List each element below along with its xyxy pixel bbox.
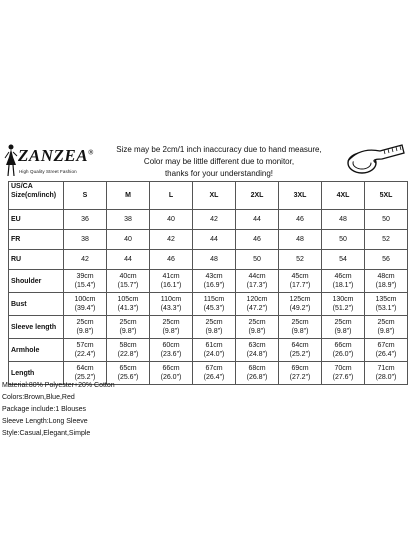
inch-value: (43.3")	[160, 305, 182, 312]
cm-value: 58cm	[119, 342, 137, 349]
detail-material: Material:80% Polyester+20% Cotton	[2, 382, 115, 389]
table-cell	[107, 316, 150, 339]
table-cell: 44	[236, 210, 279, 230]
table-cell: 46	[236, 230, 279, 250]
table-row	[9, 316, 408, 339]
size-header-cell: 5XL	[365, 182, 408, 210]
inch-value: (26.4")	[203, 374, 225, 381]
cm-value: 61cm	[205, 342, 223, 349]
inch-value: (9.8")	[119, 328, 137, 335]
detail-style: Style:Casual,Elegant,Simple	[2, 430, 91, 437]
inch-value: (9.8")	[291, 328, 309, 335]
inch-value: (25.2")	[74, 374, 96, 381]
notice-line: Size may be 2cm/1 inch inaccuracy due to hand measure,	[116, 145, 322, 154]
brand-name: ZANZEA®	[18, 146, 94, 165]
cm-value: 25cm	[205, 319, 223, 326]
table-cell: 38	[107, 210, 150, 230]
table-row	[9, 293, 408, 316]
cm-value: 48cm	[377, 273, 395, 280]
table-cell	[279, 362, 322, 385]
table-row	[9, 270, 408, 293]
measuring-tape-icon	[340, 139, 406, 179]
table-cell: 36	[64, 210, 107, 230]
table-cell	[107, 270, 150, 293]
cm-value: 105cm	[117, 296, 139, 303]
table-cell: 42	[64, 250, 107, 270]
table-cell	[107, 293, 150, 316]
inch-value: (9.8")	[205, 328, 223, 335]
inch-value: (16.1")	[160, 282, 182, 289]
header	[0, 133, 416, 183]
cm-value: 25cm	[119, 319, 137, 326]
table-cell	[150, 362, 193, 385]
table-cell: 54	[322, 250, 365, 270]
cm-value: 57cm	[76, 342, 94, 349]
size-header-cell: 2XL	[236, 182, 279, 210]
inch-value: (9.8")	[248, 328, 266, 335]
table-cell	[107, 339, 150, 362]
table-cell	[150, 339, 193, 362]
inch-value: (25.2")	[289, 351, 311, 358]
inch-value: (18.9")	[375, 282, 397, 289]
table-row	[9, 339, 408, 362]
inch-value: (24.0")	[203, 351, 225, 358]
table-cell	[322, 316, 365, 339]
cm-value: 68cm	[248, 365, 266, 372]
detail-sleeve-length: Sleeve Length:Long Sleeve	[2, 418, 88, 425]
table-cell: 40	[107, 230, 150, 250]
inch-value: (22.4")	[74, 351, 96, 358]
inch-value: (22.8")	[117, 351, 139, 358]
inch-value: (23.6")	[160, 351, 182, 358]
table-cell: 50	[365, 210, 408, 230]
cm-value: 64cm	[76, 365, 94, 372]
table-cell	[64, 293, 107, 316]
table-cell	[236, 362, 279, 385]
row-label: Armhole	[9, 339, 64, 362]
row-label: Length	[9, 362, 64, 385]
size-header-cell: S	[64, 182, 107, 210]
inch-value: (24.8")	[246, 351, 268, 358]
cm-value: 41cm	[162, 273, 180, 280]
size-header-cell: 3XL	[279, 182, 322, 210]
table-cell: 44	[107, 250, 150, 270]
table-cell	[365, 316, 408, 339]
table-cell	[236, 339, 279, 362]
cm-value: 110cm	[160, 296, 182, 303]
table-cell	[193, 362, 236, 385]
table-cell	[322, 362, 365, 385]
inch-value: (27.2")	[289, 374, 311, 381]
brand-tagline: High Quality Street Fashion	[19, 169, 77, 174]
notice-line: Color may be little different due to monitor,	[143, 157, 295, 166]
row-label: EU	[9, 210, 64, 230]
table-cell: 40	[150, 210, 193, 230]
notice-line: thanks for your understanding!	[164, 169, 274, 178]
row-label: Shoulder	[9, 270, 64, 293]
cm-value: 25cm	[162, 319, 180, 326]
cm-value: 44cm	[248, 273, 266, 280]
row-label: Bust	[9, 293, 64, 316]
measurement-notice	[104, 144, 334, 180]
table-cell: 42	[193, 210, 236, 230]
cm-value: 25cm	[248, 319, 266, 326]
table-cell: 52	[365, 230, 408, 250]
row-label: RU	[9, 250, 64, 270]
inch-value: (16.9")	[203, 282, 225, 289]
table-cell: 42	[150, 230, 193, 250]
cm-value: 25cm	[76, 319, 94, 326]
table-cell	[64, 316, 107, 339]
cm-value: 70cm	[334, 365, 352, 372]
size-header-cell: 4XL	[322, 182, 365, 210]
table-cell	[365, 293, 408, 316]
table-cell	[193, 316, 236, 339]
inch-value: (9.8")	[377, 328, 395, 335]
table-cell: 48	[193, 250, 236, 270]
cm-value: 71cm	[377, 365, 395, 372]
detail-package: Package include:1 Blouses	[2, 406, 87, 413]
table-cell: 50	[322, 230, 365, 250]
inch-value: (49.2")	[289, 305, 311, 312]
table-cell: 48	[279, 230, 322, 250]
inch-value: (28.0")	[375, 374, 397, 381]
table-cell	[150, 316, 193, 339]
table-cell	[322, 339, 365, 362]
table-cell: 50	[236, 250, 279, 270]
cm-value: 120cm	[246, 296, 268, 303]
inch-value: (15.7")	[117, 282, 139, 289]
cm-value: 135cm	[375, 296, 397, 303]
table-cell: 46	[150, 250, 193, 270]
product-details	[2, 380, 115, 440]
inch-value: (17.7")	[289, 282, 311, 289]
table-row	[9, 210, 408, 230]
cm-value: 115cm	[203, 296, 225, 303]
cm-value: 39cm	[76, 273, 94, 280]
table-cell: 44	[193, 230, 236, 250]
table-cell	[322, 293, 365, 316]
table-cell	[236, 293, 279, 316]
inch-value: (9.8")	[334, 328, 352, 335]
cm-value: 130cm	[332, 296, 354, 303]
cm-value: 69cm	[291, 365, 309, 372]
table-cell	[322, 270, 365, 293]
table-cell: 52	[279, 250, 322, 270]
table-cell	[365, 362, 408, 385]
table-cell	[236, 316, 279, 339]
table-cell: 56	[365, 250, 408, 270]
inch-value: (51.2")	[332, 305, 354, 312]
brand-logo	[2, 143, 97, 177]
cm-value: 60cm	[162, 342, 180, 349]
table-row	[9, 250, 408, 270]
inch-value: (9.8")	[76, 328, 94, 335]
corner-line: US/CA	[11, 183, 33, 190]
row-label: FR	[9, 230, 64, 250]
table-corner-label	[9, 182, 64, 210]
inch-value: (45.3")	[203, 305, 225, 312]
table-cell: 48	[322, 210, 365, 230]
table-cell	[193, 270, 236, 293]
cm-value: 65cm	[119, 365, 137, 372]
cm-value: 67cm	[205, 365, 223, 372]
table-cell: 46	[279, 210, 322, 230]
inch-value: (53.1")	[375, 305, 397, 312]
table-cell	[150, 270, 193, 293]
cm-value: 100cm	[74, 296, 96, 303]
corner-line: Size(cm/inch)	[11, 192, 57, 199]
size-header-row	[9, 182, 408, 210]
inch-value: (39.4")	[74, 305, 96, 312]
cm-value: 25cm	[377, 319, 395, 326]
inch-value: (18.1")	[332, 282, 354, 289]
table-cell	[279, 339, 322, 362]
table-cell	[150, 293, 193, 316]
cm-value: 40cm	[119, 273, 137, 280]
inch-value: (26.4")	[375, 351, 397, 358]
cm-value: 63cm	[248, 342, 266, 349]
table-cell	[193, 339, 236, 362]
inch-value: (17.3")	[246, 282, 268, 289]
inch-value: (47.2")	[246, 305, 268, 312]
inch-value: (26.0")	[160, 374, 182, 381]
table-cell	[365, 270, 408, 293]
size-header-cell: M	[107, 182, 150, 210]
size-header-cell: XL	[193, 182, 236, 210]
cm-value: 43cm	[205, 273, 223, 280]
cm-value: 67cm	[377, 342, 395, 349]
inch-value: (25.6")	[117, 374, 139, 381]
cm-value: 64cm	[291, 342, 309, 349]
cm-value: 25cm	[334, 319, 352, 326]
detail-colors: Colors:Brown,Blue,Red	[2, 394, 75, 401]
inch-value: (15.4")	[74, 282, 96, 289]
table-cell	[64, 270, 107, 293]
table-row	[9, 230, 408, 250]
inch-value: (26.8")	[246, 374, 268, 381]
table-cell	[279, 270, 322, 293]
table-cell	[365, 339, 408, 362]
table-cell	[64, 339, 107, 362]
size-header-cell: L	[150, 182, 193, 210]
cm-value: 45cm	[291, 273, 309, 280]
row-label: Sleeve length	[9, 316, 64, 339]
size-chart-table	[8, 181, 408, 385]
inch-value: (26.0")	[332, 351, 354, 358]
cm-value: 125cm	[289, 296, 311, 303]
table-cell	[279, 293, 322, 316]
table-cell	[236, 270, 279, 293]
cm-value: 66cm	[162, 365, 180, 372]
inch-value: (9.8")	[162, 328, 180, 335]
cm-value: 25cm	[291, 319, 309, 326]
cm-value: 66cm	[334, 342, 352, 349]
table-cell	[279, 316, 322, 339]
inch-value: (27.6")	[332, 374, 354, 381]
table-cell	[193, 293, 236, 316]
inch-value: (41.3")	[117, 305, 139, 312]
cm-value: 46cm	[334, 273, 352, 280]
table-cell: 38	[64, 230, 107, 250]
